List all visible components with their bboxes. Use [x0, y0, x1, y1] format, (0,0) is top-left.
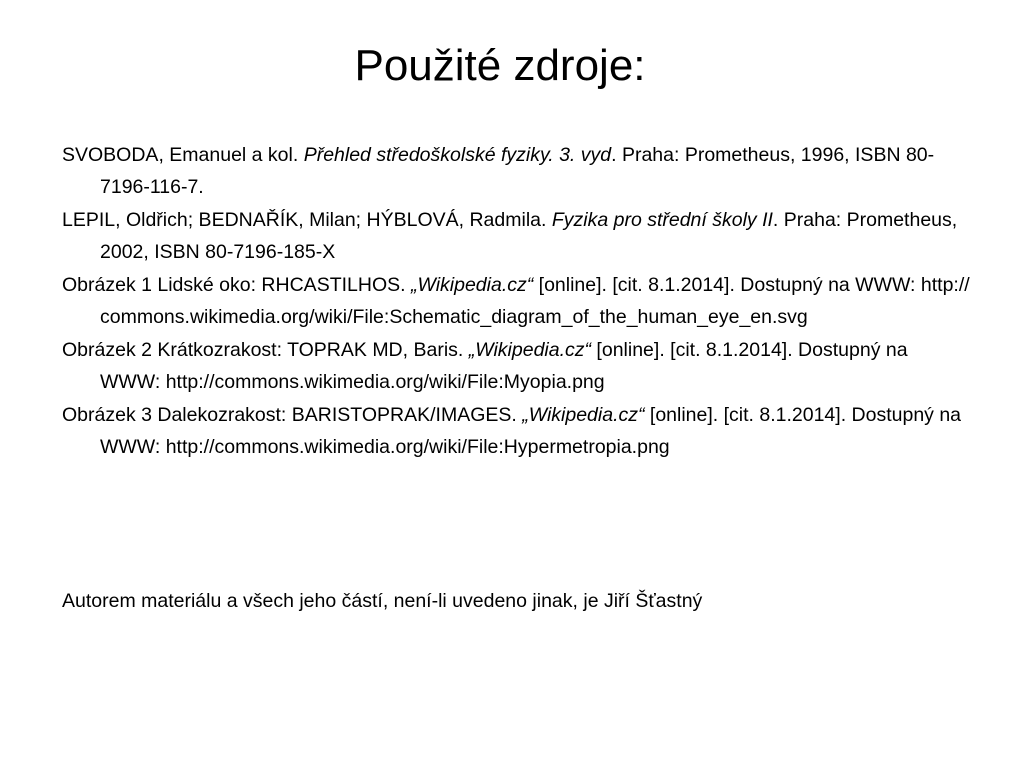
reference-title: Přehled středoškolské fyziky. 3. vyd	[303, 144, 612, 166]
reference-title: „Wikipedia.cz“	[410, 274, 534, 296]
reference-url: http://commons.wikimedia.org/wiki/File:Myopia.png	[165, 370, 605, 393]
reference-url: http://commons.wikimedia.org/wiki/File:Schematic_diagram_of_the_human_eye_en.svg	[100, 274, 970, 328]
reference-item	[62, 400, 970, 463]
reference-text: Obrázek 2 Krátkozrakost: TOPRAK MD, Baris.	[62, 339, 469, 361]
reference-item	[62, 205, 970, 268]
reference-title: „Wikipedia.cz“	[468, 339, 592, 361]
reference-item	[62, 335, 970, 398]
reference-item	[62, 140, 970, 203]
reference-text: Obrázek 1 Lidské oko: RHCASTILHOS.	[62, 274, 411, 296]
reference-url: http://commons.wikimedia.org/wiki/File:Hypermetropia.png	[165, 435, 670, 458]
references-list	[62, 140, 970, 465]
reference-details: . Praha: Prometheus, 1996, ISBN 80-7196-116-7.	[100, 144, 935, 198]
reference-title: „Wikipedia.cz“	[522, 404, 645, 426]
reference-details: . Praha: Prometheus, 2002, ISBN 80-7196-185-X	[100, 209, 958, 263]
reference-item	[62, 270, 970, 333]
reference-text: LEPIL, Oldřich; BEDNAŘÍK, Milan; HÝBLOVÁ, Radmila.	[62, 209, 552, 231]
reference-text: SVOBODA, Emanuel a kol.	[62, 144, 304, 166]
reference-details: [online]. [cit. 8.1.2014]. Dostupný na WWW:	[100, 339, 908, 393]
reference-details: [online]. [cit. 8.1.2014]. Dostupný na WWW:	[533, 274, 921, 296]
reference-title: Fyzika pro střední školy II	[551, 209, 773, 231]
reference-text: Obrázek 3 Dalekozrakost: BARISTOPRAK/IMAGES.	[62, 404, 523, 426]
author-note: Autorem materiálu a všech jeho částí, není-li uvedeno jinak, je Jiří Šťastný	[62, 590, 703, 612]
slide-title: Použité zdroje:	[354, 41, 646, 90]
reference-details: [online]. [cit. 8.1.2014]. Dostupný na WWW:	[100, 404, 962, 458]
